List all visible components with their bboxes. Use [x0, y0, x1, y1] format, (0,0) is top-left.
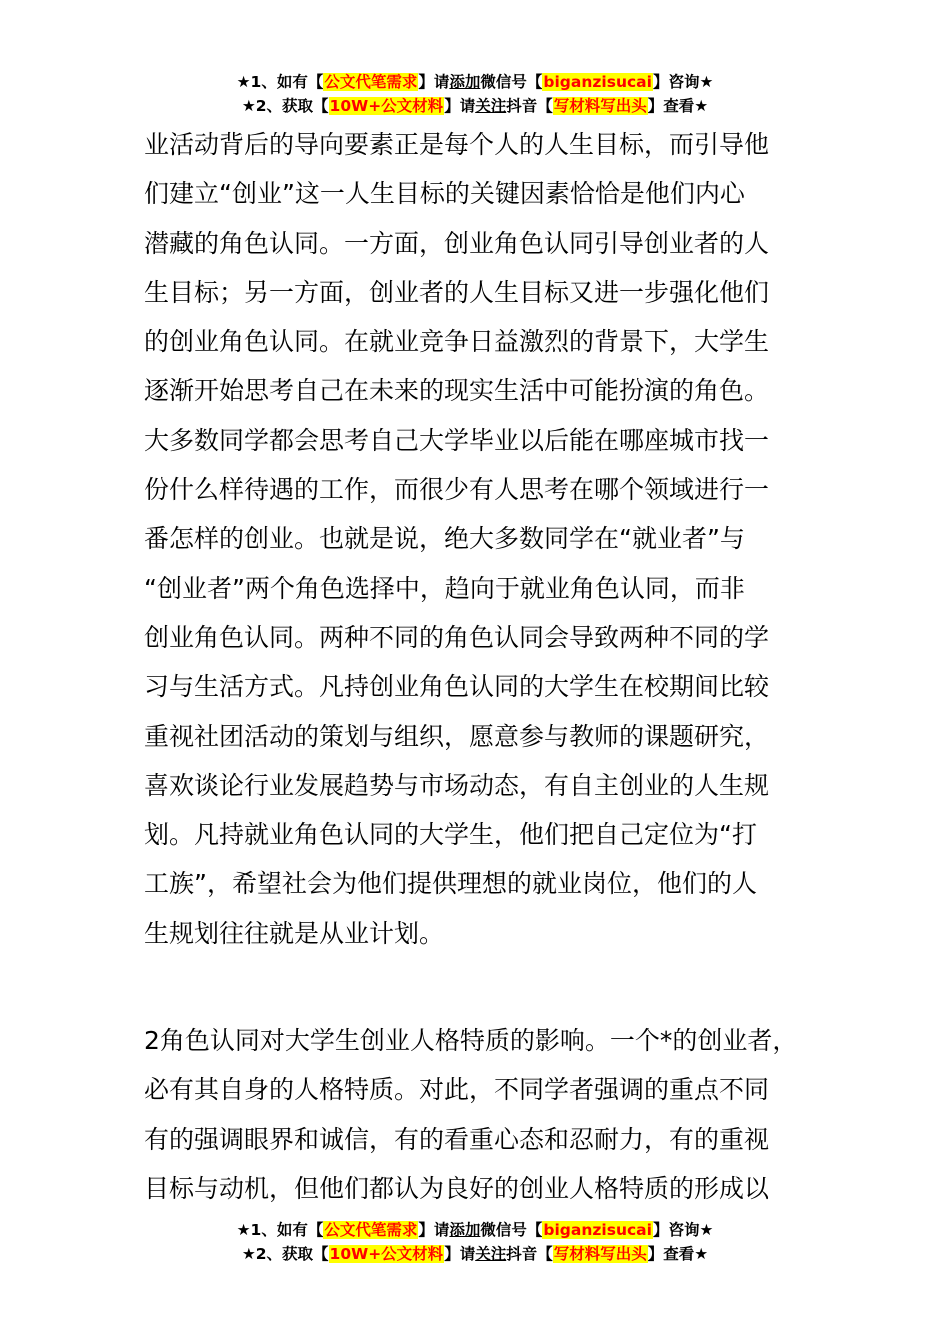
- banner-text: 微信号【: [480, 73, 543, 91]
- text-line: 大多数同学都会思考自己大学毕业以后能在哪座城市找一: [144, 425, 770, 455]
- body-paragraph-2: [144, 1016, 814, 1213]
- text-line: 们建立“创业”这一人生目标的关键因素恰恰是他们内心: [144, 179, 745, 209]
- highlight-wechat-id: biganzisucai: [543, 73, 652, 91]
- footer-banner: [0, 1218, 950, 1266]
- text-line: 生目标；另一方面，创业者的人生目标又进一步强化他们: [144, 277, 770, 307]
- body-paragraph-1: [144, 120, 814, 958]
- highlight-douyin-account: 写材料写出头: [553, 1245, 647, 1263]
- banner-line-2: [0, 94, 950, 118]
- text-line: 的创业角色认同。在就业竞争日益激烈的背景下，大学生: [144, 327, 770, 357]
- banner-line-1: [0, 1218, 950, 1242]
- highlight-service: 公文代笔需求: [324, 1221, 418, 1239]
- text-line: “创业者”两个角色选择中，趋向于就业角色认同，而非: [144, 573, 745, 603]
- banner-text: 】查看★: [647, 1245, 709, 1263]
- text-line: 番怎样的创业。也就是说，绝大多数同学在“就业者”与: [144, 524, 745, 554]
- banner-text: ★1、如有【: [236, 73, 324, 91]
- banner-text: 】咨询★: [652, 73, 714, 91]
- text-line: 2角色认同对大学生创业人格特质的影响。一个*的创业者，: [144, 1026, 798, 1055]
- text-line: 习与生活方式。凡持创业角色认同的大学生在校期间比较: [144, 672, 770, 702]
- text-line: 逐渐开始思考自己在未来的现实生活中可能扮演的角色。: [144, 376, 770, 406]
- banner-underlined-text: 关注: [475, 1245, 507, 1263]
- banner-line-2: [0, 1242, 950, 1266]
- text-line: 目标与动机，但他们都认为良好的创业人格特质的形成以: [144, 1173, 770, 1203]
- banner-underlined-text: 添加: [449, 73, 481, 91]
- banner-line-1: [0, 70, 950, 94]
- text-line: 划。凡持就业角色认同的大学生，他们把自己定位为“打: [144, 820, 757, 850]
- highlight-douyin-account: 写材料写出头: [553, 97, 647, 115]
- text-line: 创业角色认同。两种不同的角色认同会导致两种不同的学: [144, 622, 770, 652]
- text-line: 工族”，希望社会为他们提供理想的就业岗位，他们的人: [144, 869, 757, 899]
- banner-text: 抖音【: [506, 1245, 553, 1263]
- banner-text: ★2、获取【: [241, 97, 329, 115]
- text-line: 有的强调眼界和诚信，有的看重心态和忍耐力，有的重视: [144, 1124, 770, 1154]
- banner-text: ★1、如有【: [236, 1221, 324, 1239]
- banner-text: 】请: [418, 73, 450, 91]
- banner-text: 微信号【: [480, 1221, 543, 1239]
- text-line: 份什么样待遇的工作，而很少有人思考在哪个领域进行一: [144, 475, 770, 505]
- banner-text: 】请: [444, 97, 476, 115]
- text-line: 重视社团活动的策划与组织，愿意参与教师的课题研究，: [144, 721, 770, 751]
- highlight-materials: 10W+公文材料: [329, 1245, 444, 1263]
- banner-underlined-text: 添加: [449, 1221, 481, 1239]
- banner-text: 】查看★: [647, 97, 709, 115]
- text-line: 喜欢谈论行业发展趋势与市场动态，有自主创业的人生规: [144, 770, 770, 800]
- highlight-materials: 10W+公文材料: [329, 97, 444, 115]
- highlight-service: 公文代笔需求: [324, 73, 418, 91]
- highlight-wechat-id: biganzisucai: [543, 1221, 652, 1239]
- banner-text: 】请: [418, 1221, 450, 1239]
- text-line: 必有其自身的人格特质。对此，不同学者强调的重点不同: [144, 1075, 770, 1105]
- text-line: 生规划往往就是从业计划。: [144, 918, 445, 948]
- banner-text: 】咨询★: [652, 1221, 714, 1239]
- banner-text: 抖音【: [506, 97, 553, 115]
- banner-text: ★2、获取【: [241, 1245, 329, 1263]
- text-line: 潜藏的角色认同。一方面，创业角色认同引导创业者的人: [144, 228, 770, 258]
- text-line: 业活动背后的导向要素正是每个人的人生目标，而引导他: [144, 130, 770, 159]
- banner-text: 】请: [444, 1245, 476, 1263]
- banner-underlined-text: 关注: [475, 97, 507, 115]
- header-banner: [0, 70, 950, 118]
